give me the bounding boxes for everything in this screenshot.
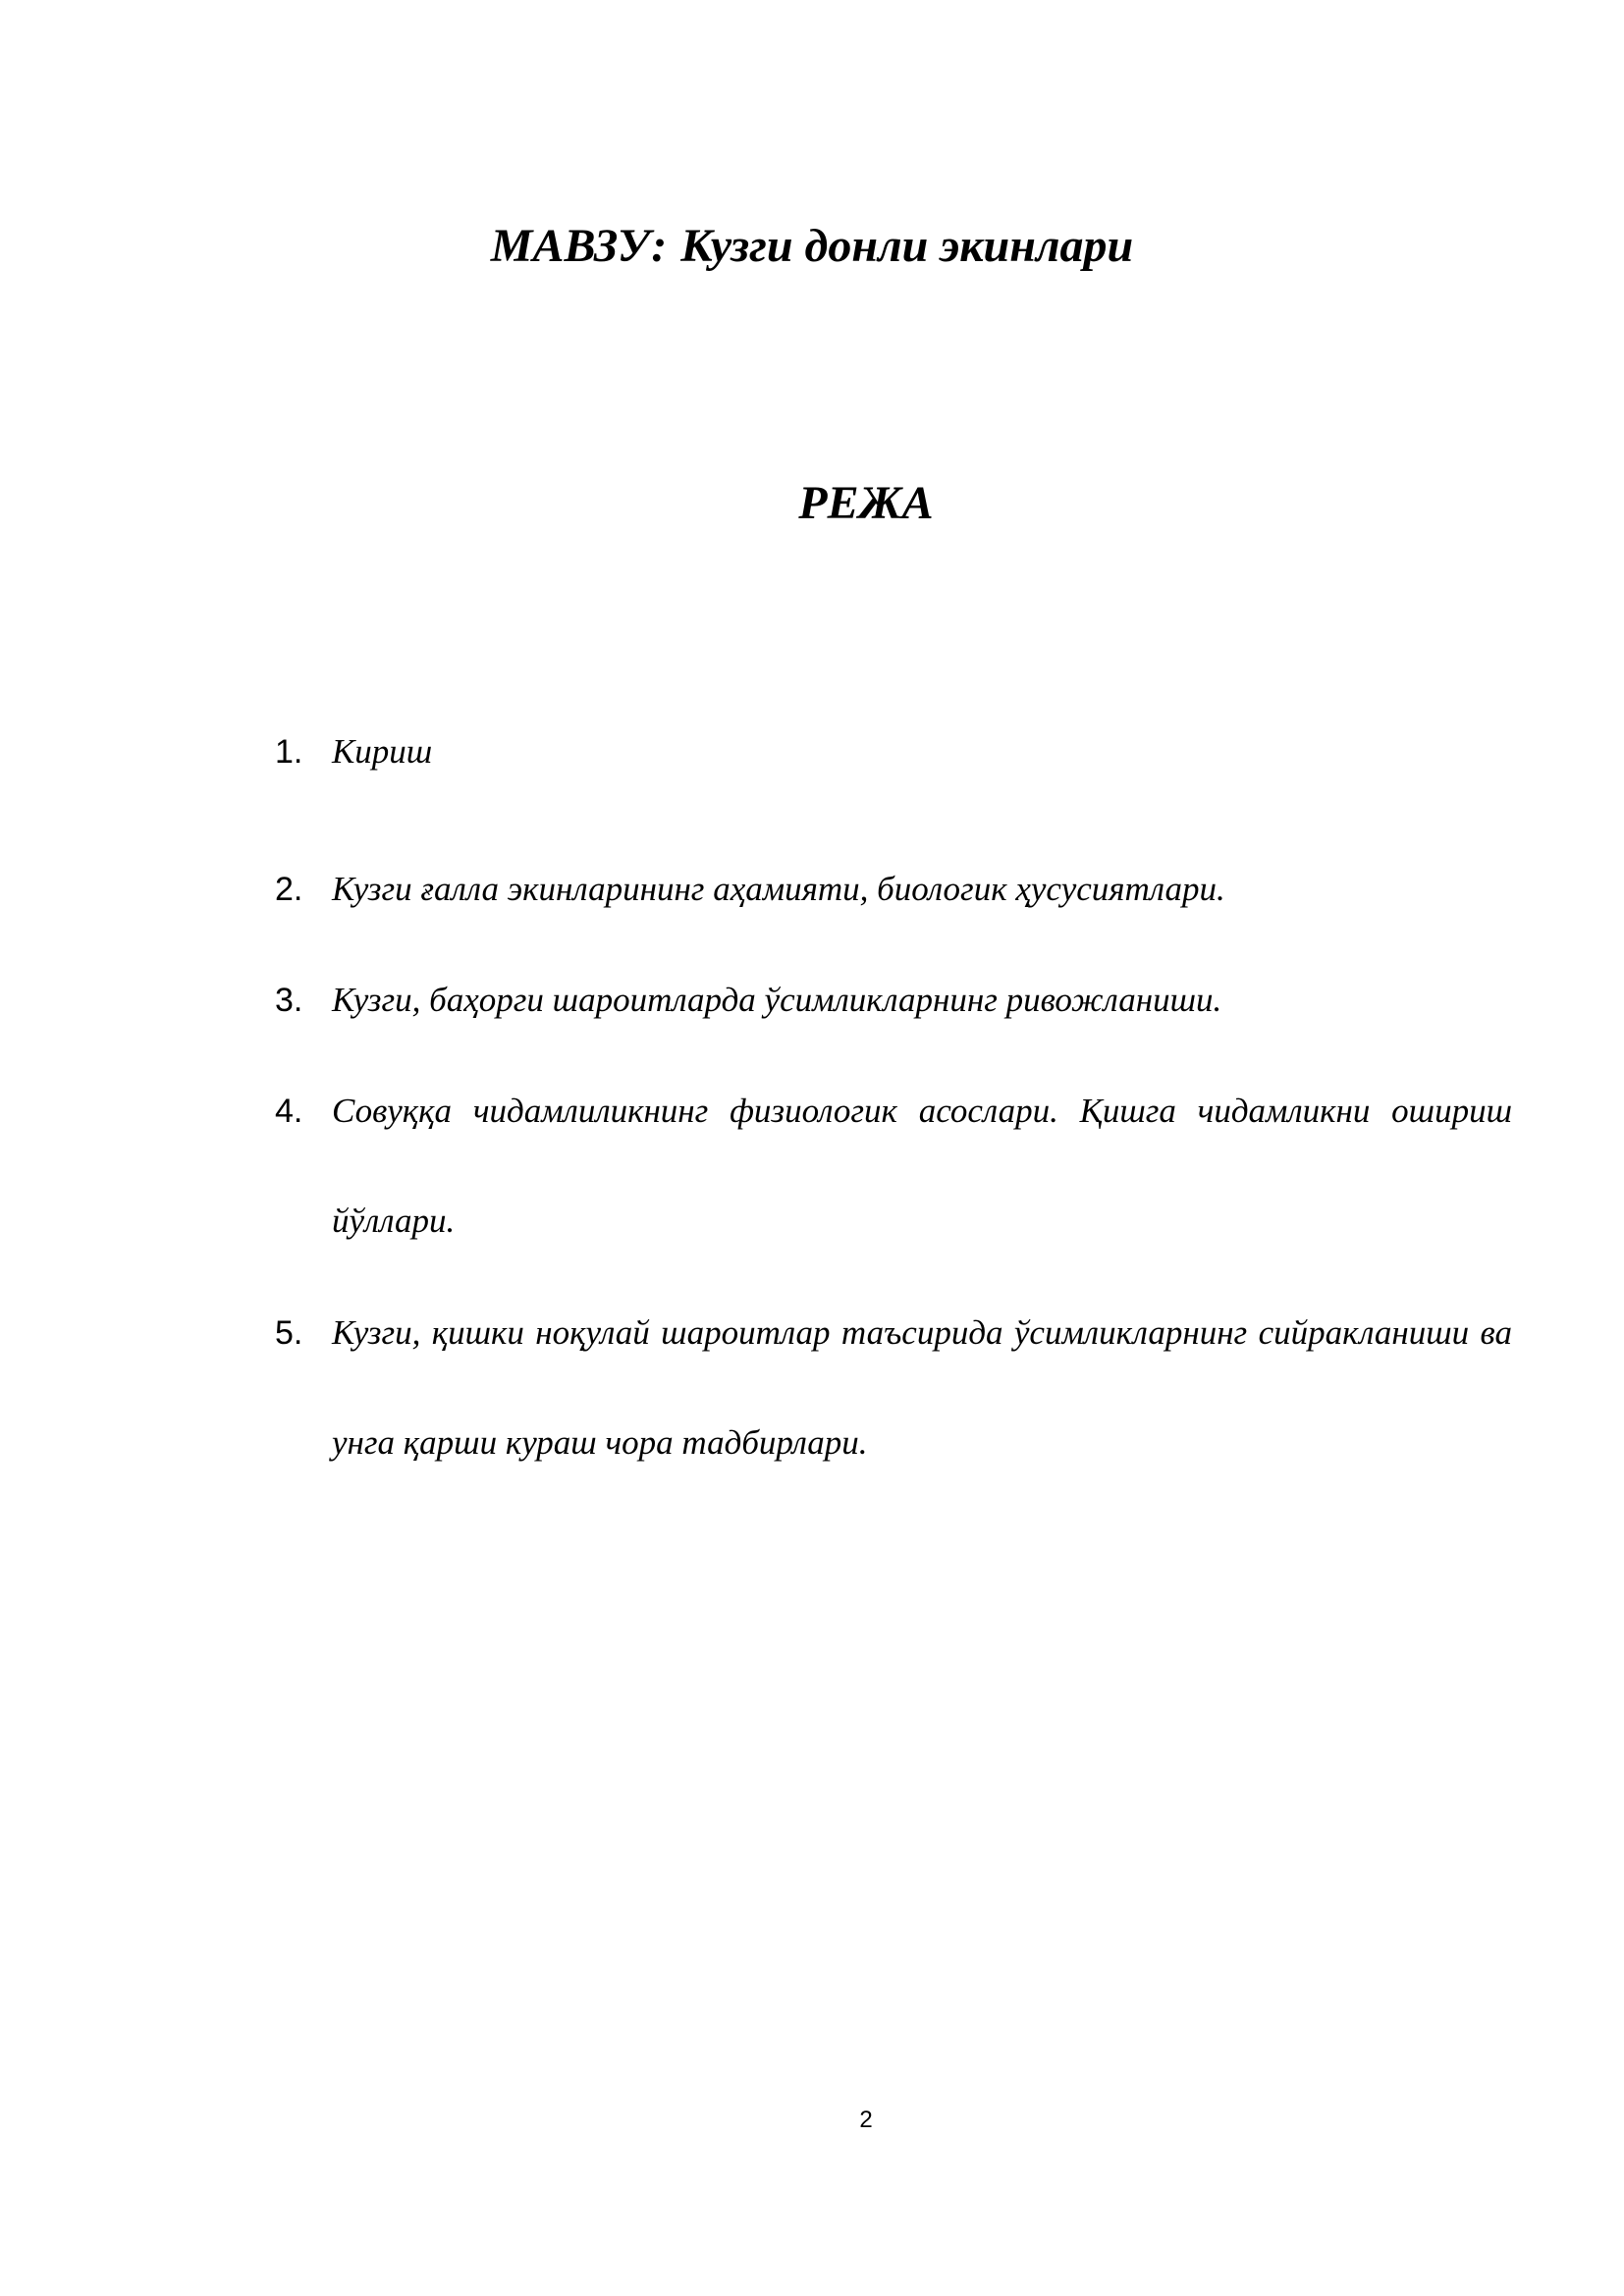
plan-item-text: Кириш [332,732,433,771]
plan-item-text: Кузги, қишки ноқулай шароитлар таъсирида ўсимликларнинг сийракланиши ва унга қарши кураш чора тадбирлари. [332,1313,1512,1462]
plan-item-3 [275,945,1512,1055]
title-main: Кузги донли экинлари [680,220,1134,272]
plan-item-text: Совуққа чидамлиликнинг физиологик асослари. Қишга чидамликни ошириш йўллари. [332,1092,1512,1240]
document-title [0,218,1624,275]
plan-item-text: Кузги ғалла экинларининг аҳамияти, биологик ҳусусиятлари. [332,870,1225,908]
title-prefix: МАВЗУ: [490,220,668,272]
plan-item-1 [275,697,1512,807]
plan-item-number: 1. [275,733,303,771]
plan-item-number: 5. [275,1314,303,1352]
page-number: 2 [859,2107,873,2133]
plan-item-number: 2. [275,871,303,908]
plan-item-text: Кузги, баҳорги шароитларда ўсимликларнинг ривожланиши. [332,981,1222,1019]
plan-item-4 [275,1056,1512,1276]
plan-item-number: 3. [275,982,303,1019]
plan-item-5 [275,1278,1512,1498]
plan-item-number: 4. [275,1093,303,1130]
plan-heading: РЕЖА [798,477,934,529]
plan-item-2 [275,834,1512,944]
